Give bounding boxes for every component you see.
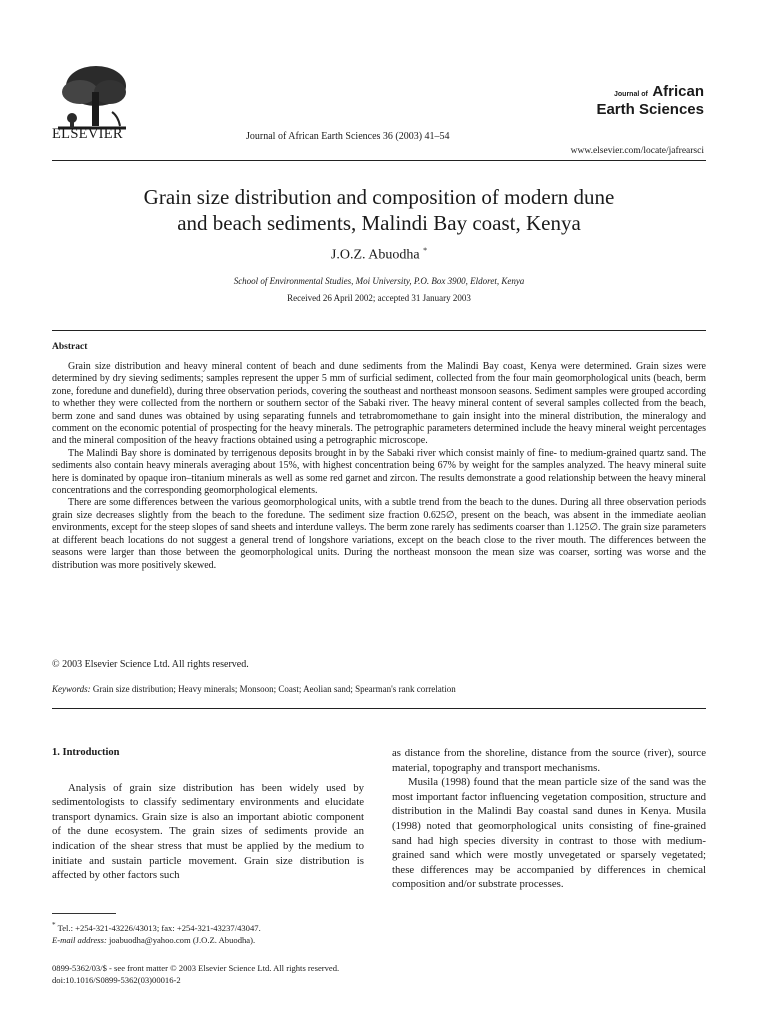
abstract-copyright: © 2003 Elsevier Science Ltd. All rights reserved.	[52, 659, 249, 670]
received-dates: Received 26 April 2002; accepted 31 January 2003	[287, 293, 471, 303]
publisher-name: ELSEVIER	[52, 126, 123, 142]
doi-line[interactable]: doi:10.1016/S0899-5362(03)00016-2	[52, 975, 181, 985]
email-link[interactable]: joabuodha@yahoo.com	[108, 934, 191, 945]
journal-brand-line1: African	[652, 83, 704, 100]
article-title	[52, 184, 706, 236]
abstract-bottom-rule	[52, 708, 706, 709]
elsevier-tree-logo	[52, 62, 132, 132]
journal-url[interactable]: www.elsevier.com/locate/jafrearsci	[570, 146, 704, 156]
abstract-paragraph: There are some differences between the various geomorphological units, with a subtle trend from the beach to the dunes. During all three observation periods grain size decreases slightly from the beach to the foredune. The sediment size fraction 0.625∅, present on the beach, was absent in the immediate aeolian environments, except for the steep slopes of sand sheets and interdune valleys. The berm zone rarely has sediments coarser than 1.125∅. The grain size parameters at different beach locations do not suggest a general trend of longshore variations, except on the beach close to the river mouth. The differences between the seasons were larger than those between the geomorphological units. During the northeast monsoon the mean size was coarser, sorting was worse and the distribution was more positively skewed.	[52, 497, 706, 571]
keywords	[52, 684, 456, 694]
author	[52, 246, 706, 264]
footnote-email	[52, 934, 364, 946]
footnote-mark: *	[52, 921, 56, 929]
email-label: E-mail address:	[52, 934, 107, 945]
body-column-left	[52, 746, 364, 883]
issn-line: 0899-5362/03/$ - see front matter © 2003 Elsevier Science Ltd. All rights reserved.	[52, 963, 340, 973]
title-line-2: and beach sediments, Malindi Bay coast, Kenya	[177, 211, 581, 235]
email-suffix: (J.O.Z. Abuodha).	[192, 934, 256, 945]
abstract-paragraph: The Malindi Bay shore is dominated by terrigenous deposits brought in by the Sabaki river which consist mainly of fine- to medium-grained quartz sand. The sediments also contain heavy minerals averaging about 15%, with highest concentration being 67% by weight for the samples analyzed. The heavy mineral suite here is dominated by opaque iron–titanium minerals as well as some red garnet and zircon. The results demonstrate a good relationship between the heavy mineral concentrations and the corresponding geomorphological elements.	[52, 447, 706, 497]
journal-brand	[596, 84, 704, 117]
author-name: J.O.Z. Abuodha	[330, 247, 420, 263]
journal-brand-line2: Earth Sciences	[596, 101, 704, 118]
abstract-heading: Abstract	[52, 342, 88, 352]
journal-brand-small: Journal of	[614, 91, 648, 98]
section-heading: 1. Introduction	[52, 747, 120, 758]
body-paragraph: Musila (1998) found that the mean particle size of the sand was the most important factor influencing vegetation composition, structure and distribution in the Malindi Bay coastal sand dunes in Kenya. Musila (1998) noted that geomorphological units consisting of fine-grained sand had high species diversity in contrast to those with medium-grained sand which were mostly unvegetated or sparsely vegetated; these differences may be accompanied by differences in chemical composition and/or substrate processes.	[392, 776, 706, 891]
footnote-rule	[52, 913, 116, 914]
author-footnote-mark[interactable]: *	[423, 246, 428, 255]
affiliation: School of Environmental Studies, Moi University, P.O. Box 3900, Eldoret, Kenya	[233, 276, 525, 286]
body-column-right	[392, 746, 706, 892]
footnote-tel-text: Tel.: +254-321-43226/43013; fax: +254-321-43237/43047.	[57, 922, 261, 933]
abstract-body	[52, 361, 706, 572]
body-paragraph: Analysis of grain size distribution has been widely used by sedimentologists to classify sedimentary environments and elucidate transport dynamics. Grain size is also an important abiotic component of the dune ecosystem. The grain sizes of sediments provide an indication of the shear stress that must be applied by the medium to initiate and sustain particle movement. Grain size distribution is affected by other factors such	[52, 781, 364, 882]
body-paragraph: as distance from the shoreline, distance from the source (river), source material, topography and transport mechanisms.	[392, 747, 706, 774]
abstract-top-rule	[52, 330, 706, 331]
header-rule	[52, 160, 706, 161]
title-line-1: Grain size distribution and composition of modern dune	[143, 185, 615, 209]
keywords-list: Grain size distribution; Heavy minerals; Monsoon; Coast; Aeolian sand; Spearman's rank correlation	[92, 684, 456, 694]
author-footnote	[52, 919, 364, 946]
keywords-label: Keywords:	[52, 684, 91, 694]
abstract-paragraph: Grain size distribution and heavy mineral content of beach and dune sediments from the Malindi Bay coast, Kenya were determined. Grain sizes were determined by dry sieving sediments; samples represent the upper 5 mm of surficial sediment, collected from the four main geomorphological units (beach, berm zone, foredune and dunefield), during three observation periods, covering the southeast and northeast monsoon seasons. Sediment samples were grouped according to whether they were collected from the northern or southern sector of the Sabaki river. The heavy mineral content of several samples collected from the beach, berm zone and sand dunes was obtained by using separating funnels and tetrabromomethane to gain insight into the mineral distribution, the mineralogy and comment on the economic potential of prospecting for the heavy minerals. The petrographic parameters determined include the heavy mineral weight percentages and the mineral composition of the heavy fractions obtained using a petrographic microscope.	[52, 361, 706, 447]
journal-citation: Journal of African Earth Sciences 36 (2003) 41–54	[246, 131, 450, 142]
footnote-tel	[52, 919, 364, 934]
front-matter	[52, 962, 339, 986]
